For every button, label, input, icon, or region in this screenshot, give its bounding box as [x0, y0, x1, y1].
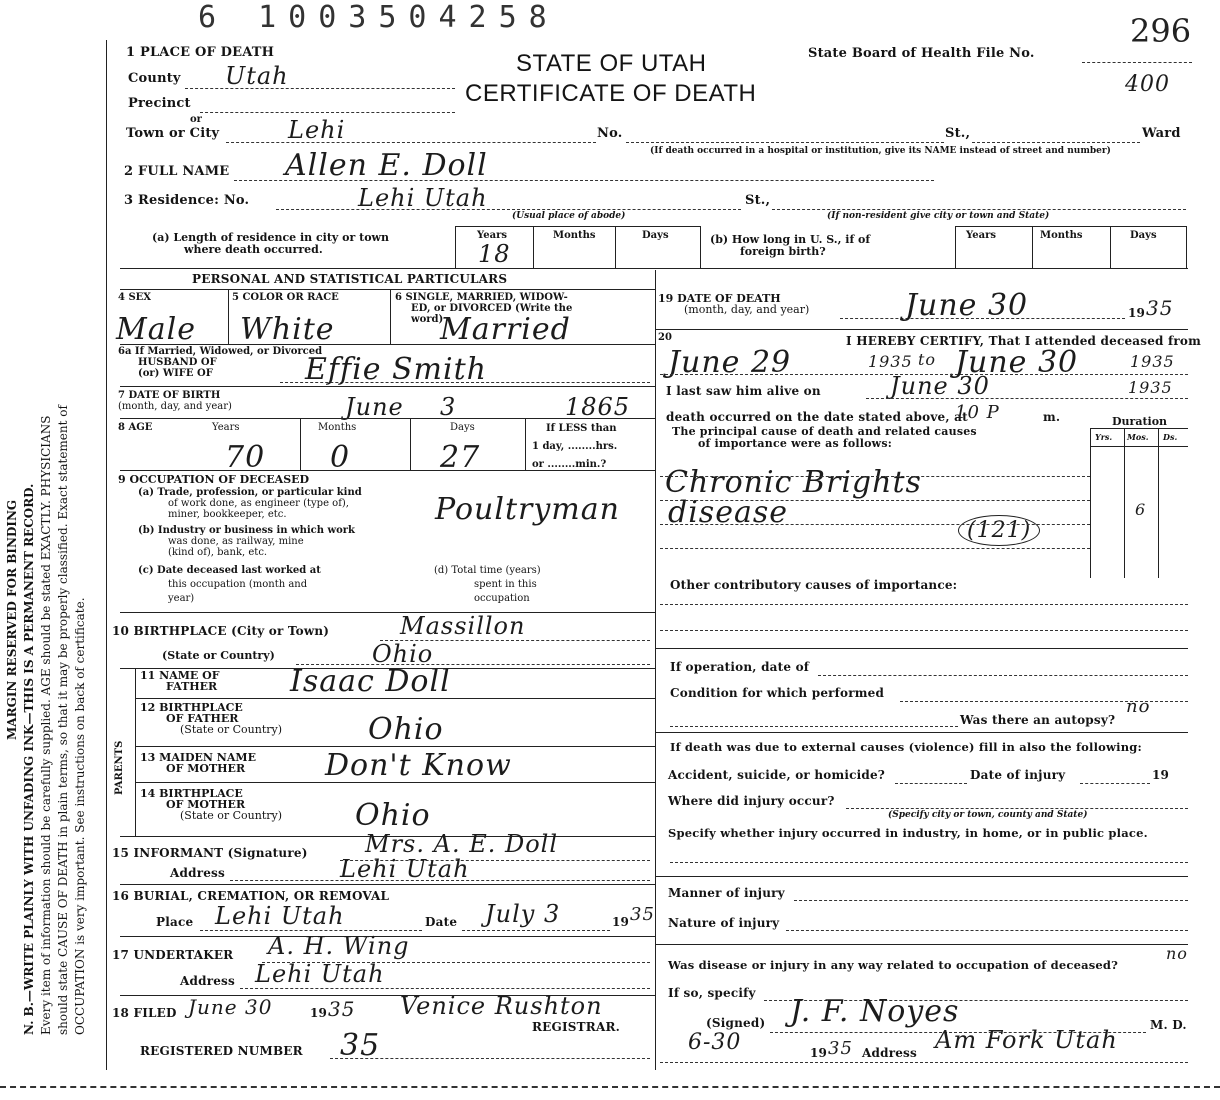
margin-line-3: should state CAUSE OF DEATH in plain terms, so that it may be properly classified. Exact statement of [56, 405, 70, 1035]
attended-to-year: 1935 [1130, 352, 1175, 371]
operation-label: If operation, date of [670, 660, 810, 674]
filed-date-value: June 30 [188, 995, 273, 1019]
injury-date-label: Date of injury [970, 768, 1066, 782]
marital-label: 6 SINGLE, MARRIED, WIDOW- ED, or DIVORCED (Write the word) [395, 292, 573, 325]
birthplace-label: 10 BIRTHPLACE (City or Town) [112, 624, 330, 638]
place-heading: 1 PLACE OF DEATH [126, 45, 275, 60]
personal-heading: PERSONAL AND STATISTICAL PARTICULARS [192, 272, 508, 286]
mother-name-value: Don't Know [325, 748, 512, 783]
age-years-value: 70 [225, 440, 266, 475]
color-value: White [240, 312, 335, 347]
margin-line-2: Every item of information should be carefully supplied. AGE should be stated EXACTLY. PHYSICIANS [39, 415, 53, 1035]
sex-value: Male [116, 312, 196, 347]
contributory-label: Other contributory causes of importance: [670, 578, 958, 592]
cause-duration-months: 6 [1135, 500, 1147, 519]
external-causes-label: If death was due to external causes (violence) fill in also the following: [670, 740, 1142, 754]
birthplace-city-value: Massillon [400, 612, 526, 640]
accident-label: Accident, suicide, or homicide? [668, 768, 886, 782]
full-name-label: 2 FULL NAME [124, 164, 230, 179]
occurred-time: 10 P [955, 402, 1000, 423]
ward-label: Ward [1142, 126, 1181, 141]
dob-year: 1865 [565, 393, 631, 421]
undertaker-value: A. H. Wing [268, 932, 410, 960]
dob-month: June [345, 393, 404, 421]
or-label: or [190, 114, 202, 125]
dod-value: June 30 [905, 288, 1029, 323]
attended-to-value: June 30 [955, 345, 1079, 380]
registrar-label: REGISTRAR. [532, 1020, 621, 1034]
father-name-label: 11 NAME OF FATHER [140, 669, 220, 693]
cause-code: (121) [958, 515, 1040, 546]
informant-value: Mrs. A. E. Doll [365, 830, 559, 858]
town-value: Lehi [288, 116, 346, 144]
lastsaw-year: 1935 [1128, 378, 1173, 397]
ifso-label: If so, specify [668, 986, 756, 1000]
injury-year-label: 19 [1152, 768, 1170, 782]
cause-value-1: Chronic Brights [665, 465, 922, 500]
marital-value: Married [440, 312, 571, 347]
physician-signature: J. F. Noyes [790, 994, 960, 1029]
filed-label: 18 FILED [112, 1006, 177, 1020]
registered-number-label: REGISTERED NUMBER [140, 1044, 303, 1058]
duration-label: Duration [1112, 415, 1168, 428]
residence-st-label: St., [745, 193, 771, 208]
attended-from-value: June 29 [668, 345, 792, 380]
birthplace-state-value: Ohio [372, 640, 434, 668]
burial-label: 16 BURIAL, CREMATION, OR REMOVAL [112, 889, 390, 903]
lastsaw-label: I last saw him alive on [666, 384, 821, 398]
parents-side-label: PARENTS [114, 740, 125, 795]
occupation-c-label: (c) Date deceased last worked at this occupation (month and year) [138, 565, 321, 604]
attended-to-label: to [918, 350, 937, 369]
residence-value: Lehi Utah [358, 184, 488, 212]
burial-place-value: Lehi Utah [215, 902, 345, 930]
residence-label: 3 Residence: No. [124, 193, 250, 208]
informant-label: 15 INFORMANT (Signature) [112, 846, 308, 860]
residence-months-label: Months [553, 230, 596, 241]
attended-from-year: 1935 [868, 352, 913, 371]
margin-reserved-note: MARGIN RESERVED FOR BINDING [5, 499, 19, 740]
sign-date-value: 6-30 [688, 1030, 742, 1055]
physician-address-label: Address [862, 1046, 917, 1060]
sign-year-label: 19 [810, 1046, 828, 1060]
less-than-day-label: If LESS than 1 day, ........hrs. or ........min.? [532, 423, 618, 470]
file-no-value: 400 [1125, 72, 1170, 97]
specify-injury-label: Specify whether injury occurred in industry, in home, or in public place. [668, 826, 1148, 840]
duration-ds-label: Ds. [1163, 432, 1178, 442]
manner-label: Manner of injury [668, 886, 785, 900]
registrar-signature: Venice Rushton [400, 992, 603, 1020]
filed-year-value: 35 [328, 997, 356, 1021]
burial-year-label: 19 [612, 915, 630, 929]
registered-number-value: 35 [340, 1028, 381, 1063]
usual-abode-note: (Usual place of abode) [512, 211, 626, 221]
dob-day: 3 [440, 393, 457, 421]
burial-year-value: 35 [630, 904, 655, 925]
color-label: 5 COLOR OR RACE [232, 292, 339, 303]
autopsy-value: no [1126, 696, 1151, 717]
margin-line-1: N. B.—WRITE PLAINLY WITH UNFADING INK—THIS IS A PERMANENT RECORD. [22, 483, 36, 1035]
occurred-label: death occurred on the date stated above, at [666, 410, 968, 424]
undertaker-label: 17 UNDERTAKER [112, 948, 234, 962]
filed-year-label: 19 [310, 1006, 328, 1020]
us-months-label: Months [1040, 230, 1083, 241]
father-birthplace-value: Ohio [368, 712, 444, 747]
cert-number: 20 [658, 332, 672, 343]
margin-instructions [4, 405, 89, 1035]
mother-name-label: 13 MAIDEN NAME OF MOTHER [140, 751, 256, 775]
sex-label: 4 SEX [118, 292, 152, 303]
spouse-value: Effie Smith [305, 352, 487, 387]
length-residence-label: (a) Length of residence in city or town where death occurred. [152, 231, 390, 256]
file-no-label: State Board of Health File No. [808, 46, 1035, 61]
father-name-value: Isaac Doll [290, 664, 451, 699]
burial-date-label: Date [425, 915, 458, 929]
margin-line-4: OCCUPATION is very important. See instructions on back of certificate. [73, 597, 87, 1035]
us-years-label: Years [966, 230, 997, 241]
residence-days-label: Days [642, 230, 669, 241]
signed-label: (Signed) [706, 1016, 766, 1030]
condition-label: Condition for which performed [670, 686, 885, 700]
full-name-value: Allen E. Doll [285, 148, 488, 183]
hospital-note: (If death occurred in a hospital or institution, give its NAME instead of street and number) [650, 146, 1111, 156]
related-occupation-label: Was disease or injury in any way related to occupation of deceased? [668, 958, 1119, 972]
occupation-b-label: (b) Industry or business in which work was done, as railway, mine (kind of), bank, etc. [138, 525, 355, 558]
physician-address-value: Am Fork Utah [935, 1026, 1118, 1054]
informant-address-value: Lehi Utah [340, 855, 470, 883]
county-value: Utah [225, 62, 289, 90]
md-label: M. D. [1150, 1018, 1187, 1032]
occupation-value: Poultryman [435, 492, 620, 527]
where-injury-note: (Specify city or town, county and State) [888, 810, 1088, 820]
autopsy-label: Was there an autopsy? [960, 713, 1116, 727]
us-residence-label: (b) How long in U. S., if of foreign birth? [710, 233, 871, 258]
town-label: Town or City [126, 126, 220, 141]
precinct-label: Precinct [128, 96, 191, 111]
place-st-label: St., [945, 126, 971, 141]
burial-place-label: Place [156, 915, 194, 929]
undertaker-address-label: Address [180, 974, 235, 988]
age-label: 8 AGE [118, 422, 153, 433]
where-injury-label: Where did injury occur? [668, 794, 835, 808]
dod-year-label: 19 [1128, 306, 1146, 320]
related-occupation-value: no [1166, 944, 1188, 963]
age-days-value: 27 [440, 440, 481, 475]
dod-label: 19 DATE OF DEATH (month, day, and year) [658, 292, 810, 316]
residence-years-value: 18 [478, 240, 511, 268]
residence-years-label: Years [477, 230, 508, 241]
undertaker-address-value: Lehi Utah [255, 960, 385, 988]
sign-year-value: 35 [828, 1038, 853, 1059]
occurred-m-label: m. [1043, 410, 1061, 424]
nature-label: Nature of injury [668, 916, 780, 930]
cause-label: The principal cause of death and related causes of importance were as follows: [672, 425, 977, 450]
county-label: County [128, 71, 181, 86]
mother-birthplace-value: Ohio [355, 798, 431, 833]
age-months-value: 0 [330, 440, 351, 475]
burial-date-value: July 3 [485, 900, 561, 928]
father-birthplace-label: 12 BIRTHPLACE OF FATHER (State or Country) [140, 701, 283, 736]
occupation-a-label: (a) Trade, profession, or particular kind of work done, as engineer (type of), miner, bookkeeper, etc. [138, 487, 362, 520]
age-days-label: Days [450, 422, 475, 433]
dob-label: 7 DATE OF BIRTH (month, day, and year) [118, 390, 232, 412]
certify-label: I HEREBY CERTIFY, That I attended deceased from [846, 334, 1202, 348]
duration-mos-label: Mos. [1127, 432, 1149, 442]
stamp-number: 6 1003504258 [198, 0, 559, 35]
duration-yrs-label: Yrs. [1095, 432, 1113, 442]
cause-value-2: disease [668, 495, 788, 530]
handwritten-file-number: 296 [1130, 12, 1192, 50]
nonresident-note: (If non-resident give city or town and State) [827, 211, 1050, 221]
occupation-d-label: (d) Total time (years) spent in this occupation [434, 565, 541, 604]
us-days-label: Days [1130, 230, 1157, 241]
title-certificate: CERTIFICATE OF DEATH [465, 80, 757, 107]
age-years-label: Years [212, 422, 240, 433]
occupation-label: 9 OCCUPATION OF DECEASED [118, 473, 310, 486]
birthplace-state-label: (State or Country) [162, 649, 275, 662]
mother-birthplace-label: 14 BIRTHPLACE OF MOTHER (State or Country) [140, 787, 283, 822]
lastsaw-value: June 30 [890, 372, 990, 400]
age-months-label: Months [318, 422, 357, 433]
title-state: STATE OF UTAH [516, 50, 707, 77]
place-no-label: No. [597, 126, 623, 141]
dod-year-value: 35 [1146, 296, 1174, 320]
informant-address-label: Address [170, 866, 225, 880]
spouse-label: 6a If Married, Widowed, or Divorced HUSBAND OF (or) WIFE OF [118, 346, 323, 379]
